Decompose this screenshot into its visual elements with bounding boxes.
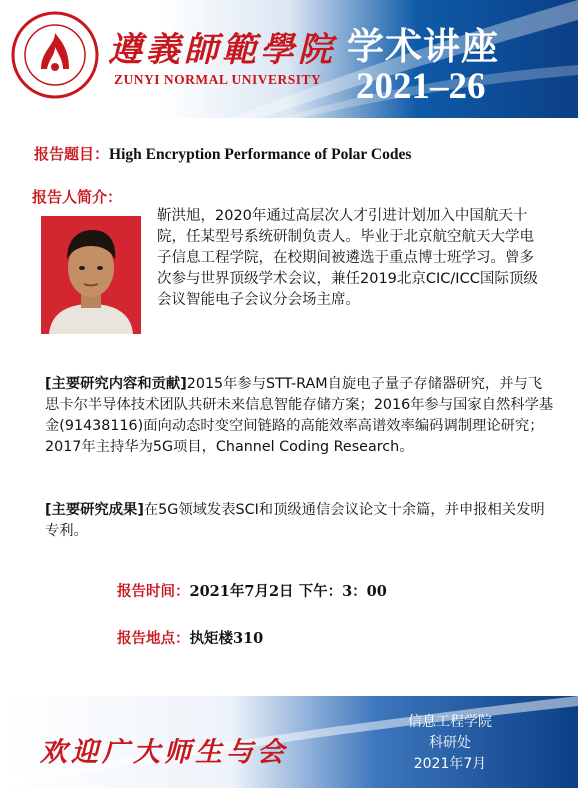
results-label: [主要研究成果] <box>45 502 144 518</box>
sign-date: 2021年7月 <box>413 756 487 772</box>
speaker-label: 报告人简介： <box>32 188 123 206</box>
organizer-signature <box>390 712 510 775</box>
university-name-cn: 遵義師範學院 <box>108 30 336 70</box>
time-label: 报告时间： <box>117 583 190 600</box>
place-value: 执矩楼310 <box>189 630 264 647</box>
organizer-1: 信息工程学院 <box>408 714 492 730</box>
research-text: 2015年参与STT-RAM自旋电子量子存储器研究，并与飞思卡尔半导体技术团队共研未来信息智能存储方案；2016年参与国家自然科学基金(91438116)面向动态时变空间链路的高能效率高谱效率编码调制理论研究；2017年主持华为5G项目，Channel Coding Research。 <box>45 376 554 455</box>
lecture-number: 2021–26 <box>356 66 486 107</box>
place-label: 报告地点： <box>117 630 190 647</box>
results-text: 在5G领域发表SCI和顶级通信会议论文十余篇，并申报相关发明专利。 <box>45 502 545 539</box>
organizer-2: 科研处 <box>429 735 471 751</box>
topic-value: High Encryption Performance of Polar Codes <box>109 146 412 163</box>
university-logo-icon <box>11 11 99 99</box>
research-paragraph <box>45 374 555 458</box>
speaker-photo <box>41 216 141 334</box>
topic-row <box>34 143 411 164</box>
lecture-title: 学术讲座 <box>347 24 499 68</box>
topic-label: 报告题目： <box>34 145 110 163</box>
poster-header <box>0 0 578 118</box>
university-name-en: ZUNYI NORMAL UNIVERSITY <box>114 72 322 87</box>
speaker-bio: 靳洪旭，2020年通过高层次人才引进计划加入中国航天十院，任某型号系统研制负责人。毕业于北京航空航天大学电子信息工程学院，在校期间被遴选于重点博士班学习。曾多次参与世界顶级学术会议，兼任2019北京CIC/ICC国际顶级会议智能电子会议分会场主席。 <box>157 208 538 308</box>
welcome-slogan: 欢迎广大师生与会 <box>40 737 288 768</box>
results-paragraph <box>45 500 555 542</box>
place-row <box>117 627 263 648</box>
time-row <box>117 580 387 601</box>
time-value: 2021年7月2日 下午：3：00 <box>189 583 387 600</box>
research-label: [主要研究内容和贡献] <box>45 376 187 392</box>
